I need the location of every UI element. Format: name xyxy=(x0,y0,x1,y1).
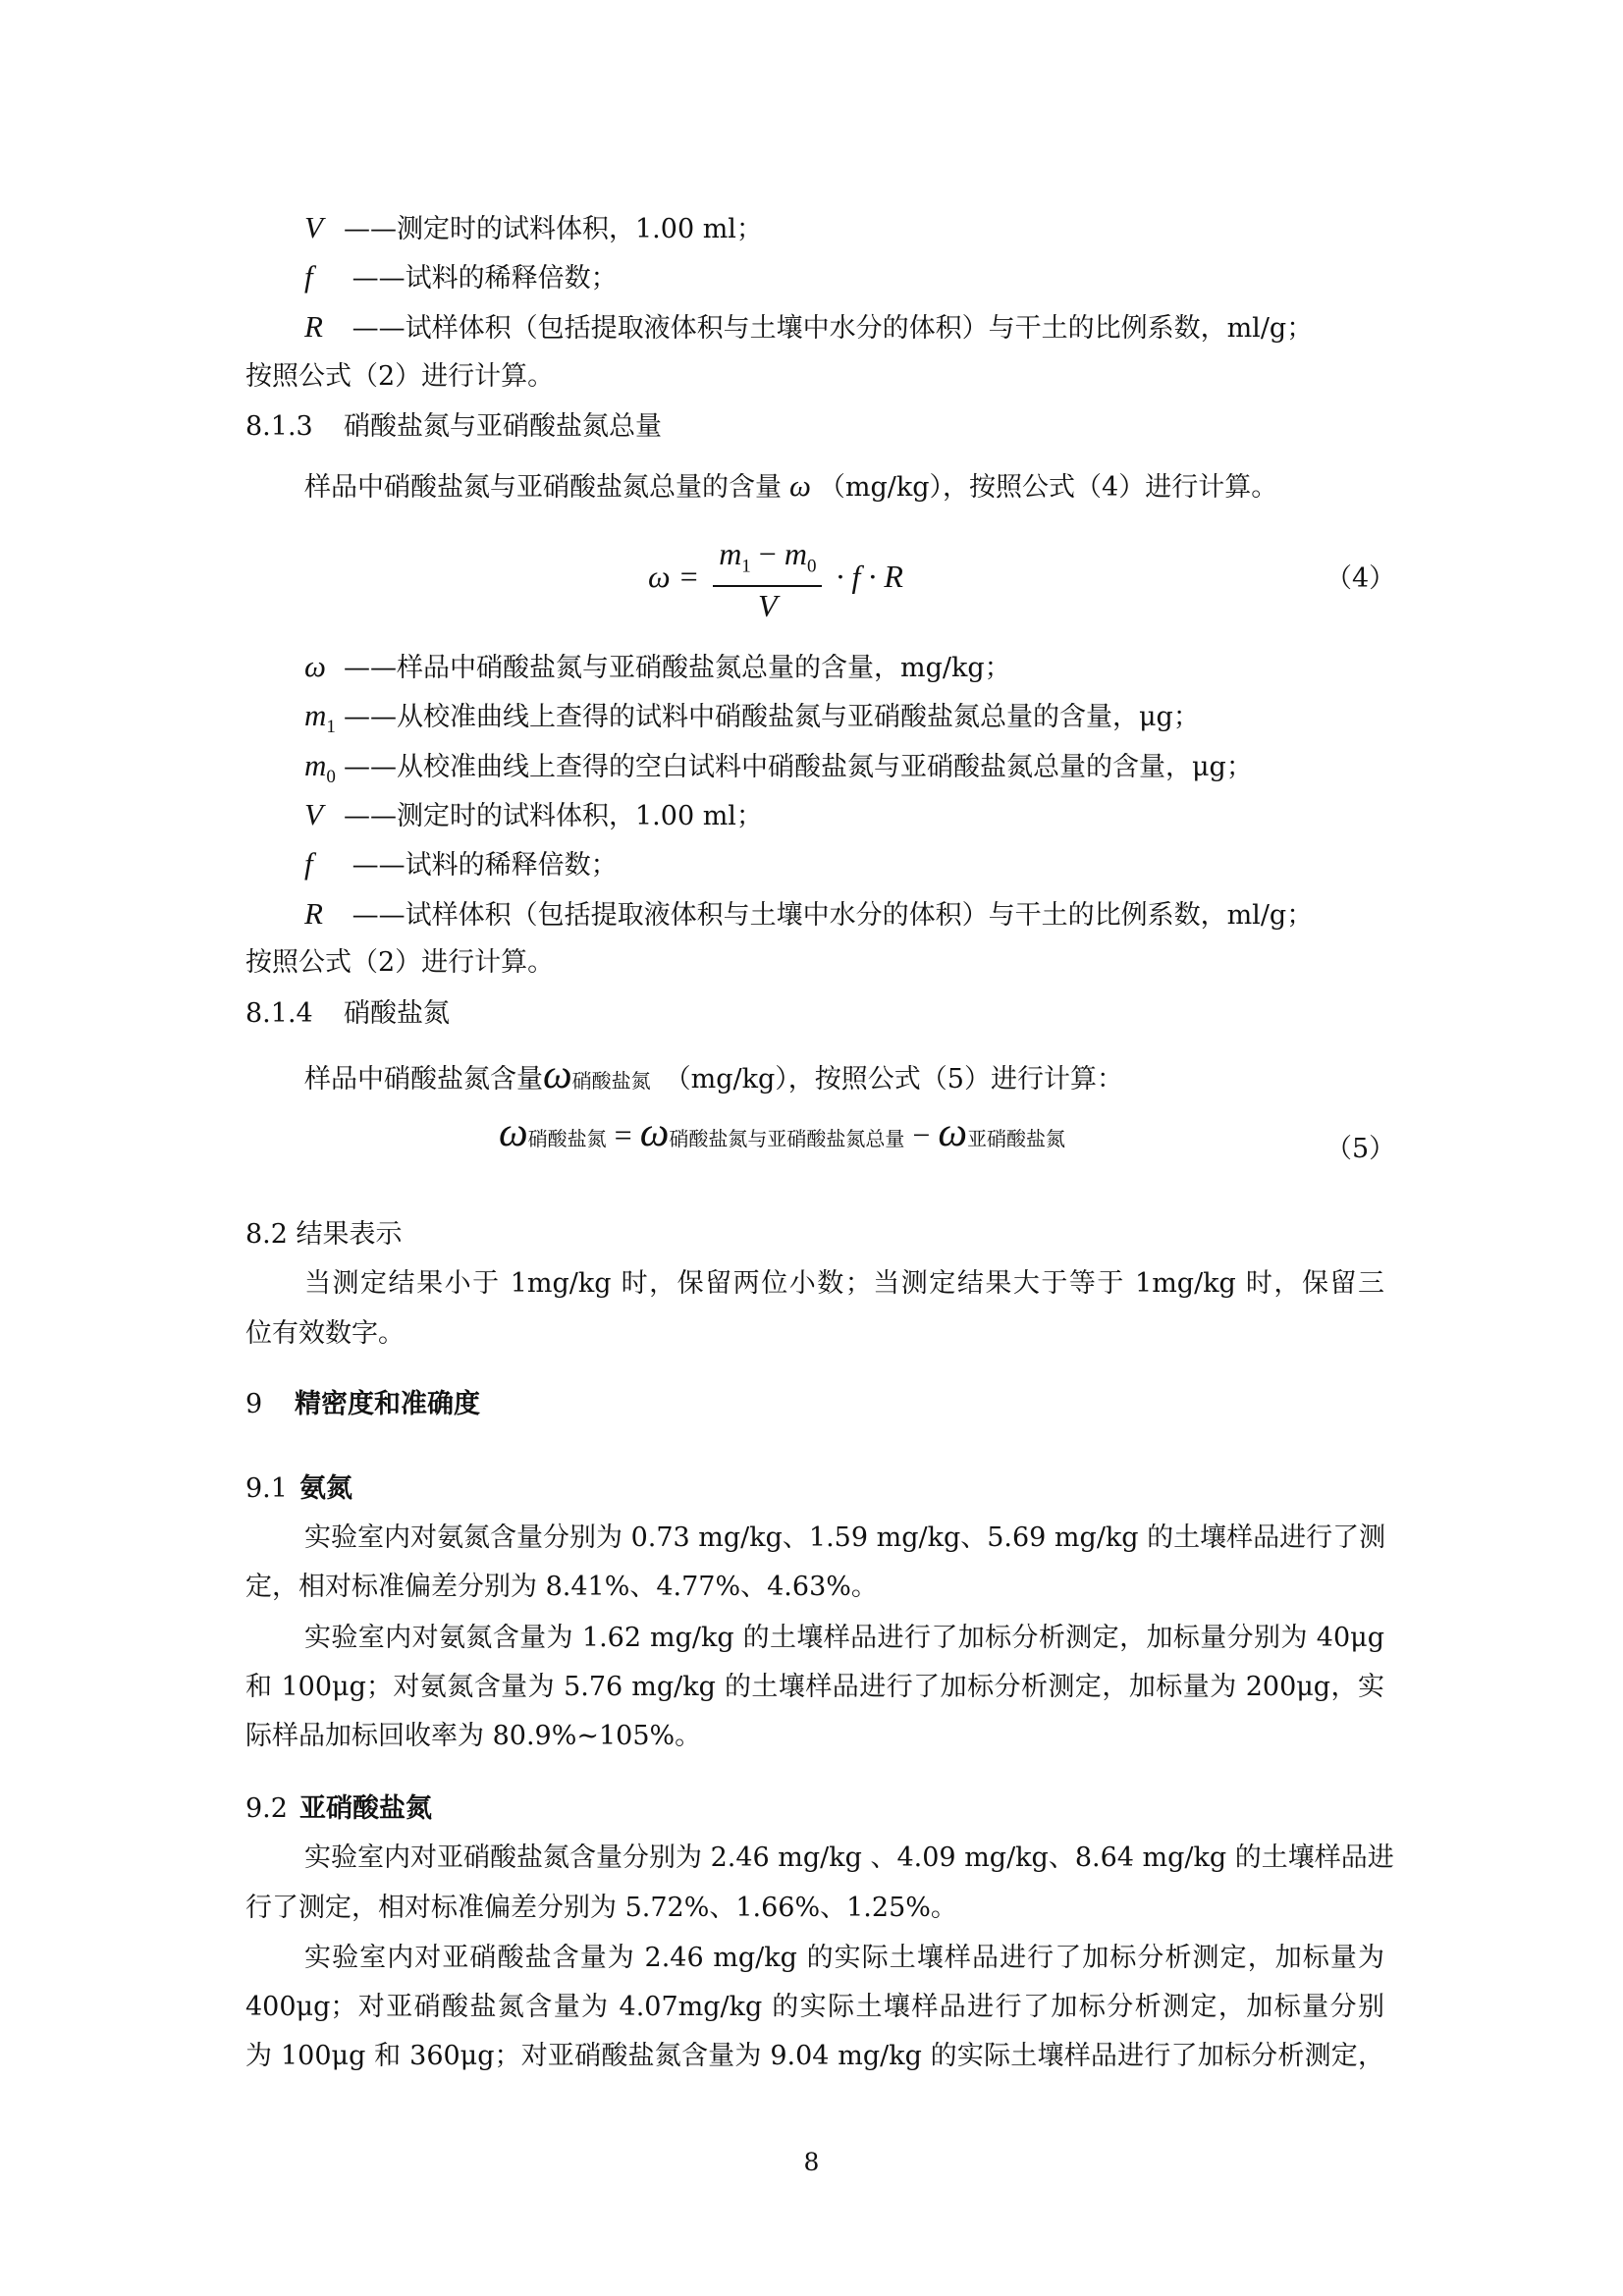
eq-numerator xyxy=(713,535,822,587)
eq-equals: = xyxy=(606,1117,640,1152)
eq-minus: − xyxy=(904,1117,939,1152)
eq-omega: ω xyxy=(499,1110,528,1155)
var-symbol: f xyxy=(304,846,313,881)
eq-sub: 1 xyxy=(741,556,751,577)
eq-subscript: 亚硝酸盐氮 xyxy=(967,1127,1066,1150)
paragraph-text: 样品中硝酸盐氮含量 xyxy=(304,1064,543,1095)
paragraph-line: 400μg；对亚硝酸盐氮含量为 4.07mg/kg 的实际土壤样品进行了加标分析测定，加标量分别 xyxy=(245,1992,1384,2022)
page-number: 8 xyxy=(803,2148,820,2176)
eq-minus: − xyxy=(750,536,784,571)
equation-4 xyxy=(648,535,903,624)
def-text: ——从校准曲线上查得的试料中硝酸盐氮与亚硝酸盐氮总量的含量，μg； xyxy=(344,702,1200,732)
section-title: 硝酸盐氮与亚硝酸盐氮总量 xyxy=(344,411,662,442)
var-symbol: R xyxy=(304,896,323,931)
equation-number-5: （5） xyxy=(1325,1134,1396,1164)
eq-omega: ω xyxy=(639,1110,670,1155)
eq-tail: · f · R xyxy=(836,559,903,595)
calc-note: 按照公式（2）进行计算。 xyxy=(245,361,555,392)
equation-5 xyxy=(499,1109,1065,1156)
eq-denominator: V xyxy=(758,588,778,624)
var-letter: m xyxy=(304,748,327,782)
paragraph-line: 际样品加标回收率为 80.9%~105%。 xyxy=(245,1721,702,1751)
paragraph-text: （mg/kg），按照公式（4）进行计算。 xyxy=(818,472,1278,503)
var-symbol: f xyxy=(304,259,313,294)
paragraph-line: 实验室内对氨氮含量分别为 0.73 mg/kg、1.59 mg/kg、5.69 mg/kg 的土壤样品进行了测 xyxy=(304,1522,1386,1553)
var-symbol: V xyxy=(304,797,323,831)
def-text: ——试料的稀释倍数； xyxy=(344,263,618,294)
def-m0 xyxy=(304,746,1253,797)
omega-symbol: ω xyxy=(543,1052,572,1097)
paragraph-line: 当测定结果小于 1mg/kg 时，保留两位小数；当测定结果大于等于 1mg/kg 时，保留三 xyxy=(304,1268,1384,1299)
def-m1 xyxy=(304,696,1200,747)
section-number: 9.1 xyxy=(245,1473,288,1504)
def-r xyxy=(304,894,1313,935)
def-text: ——样品中硝酸盐氮与亚硝酸盐氮总量的含量，mg/kg； xyxy=(344,653,1011,683)
section-heading-9-2 xyxy=(245,1789,432,1829)
section-number: 8.1.4 xyxy=(245,998,313,1029)
section-title: 硝酸盐氮 xyxy=(344,998,450,1029)
eq-lhs: ω = xyxy=(648,559,700,595)
section-number: 9 xyxy=(245,1389,263,1419)
eq-subscript: 硝酸盐氮与亚硝酸盐氮总量 xyxy=(669,1127,905,1150)
var-sub: 0 xyxy=(326,767,336,788)
def-omega xyxy=(304,647,1011,688)
section-heading-8-1-3 xyxy=(245,407,662,447)
def-r xyxy=(304,307,1313,348)
var-symbol: R xyxy=(304,309,323,344)
section-heading-9 xyxy=(245,1385,480,1424)
paragraph-line: 为 100μg 和 360μg；对亚硝酸盐氮含量为 9.04 mg/kg 的实际土壤样品进行了加标分析测定， xyxy=(245,2041,1384,2071)
paragraph-text: 样品中硝酸盐氮与亚硝酸盐氮总量的含量 xyxy=(304,472,782,503)
paragraph-line: 实验室内对氨氮含量为 1.62 mg/kg 的土壤样品进行了加标分析测定，加标量分别为 40μg xyxy=(304,1623,1384,1653)
section-title: 氨氮 xyxy=(299,1473,352,1504)
paragraph-line: 实验室内对亚硝酸盐含量为 2.46 mg/kg 的实际土壤样品进行了加标分析测定，加标量为 xyxy=(304,1943,1384,1973)
eq-m0: m xyxy=(784,536,807,571)
var-symbol xyxy=(304,696,344,747)
paragraph-line: 实验室内对亚硝酸盐氮含量分别为 2.46 mg/kg 、4.09 mg/kg、8.64 mg/kg 的土壤样品进 xyxy=(304,1842,1394,1873)
def-text: ——试样体积（包括提取液体积与土壤中水分的体积）与干土的比例系数，ml/g； xyxy=(344,313,1314,344)
var-symbol: V xyxy=(304,210,323,244)
omega-symbol: ω xyxy=(789,468,811,503)
paragraph-8-1-3 xyxy=(304,466,1277,507)
omega-subscript: 硝酸盐氮 xyxy=(571,1069,651,1093)
section-number: 8.1.3 xyxy=(245,411,313,442)
def-v xyxy=(304,208,763,249)
calc-note: 按照公式（2）进行计算。 xyxy=(245,947,555,978)
eq-fraction xyxy=(713,535,822,624)
paragraph-text: （mg/kg），按照公式（5）进行计算： xyxy=(664,1064,1123,1095)
def-text: ——试样体积（包括提取液体积与土壤中水分的体积）与干土的比例系数，ml/g； xyxy=(344,900,1314,931)
var-letter: m xyxy=(304,698,327,732)
def-text: ——试料的稀释倍数； xyxy=(344,850,618,881)
section-title: 亚硝酸盐氮 xyxy=(299,1793,432,1824)
var-symbol xyxy=(304,746,344,797)
def-f xyxy=(304,844,618,885)
eq-omega: ω xyxy=(938,1110,968,1155)
section-heading-8-2: 8.2 结果表示 xyxy=(245,1219,403,1250)
paragraph-line: 行了测定，相对标准偏差分别为 5.72%、1.66%、1.25%。 xyxy=(245,1893,957,1923)
equation-number-4: （4） xyxy=(1325,563,1396,594)
eq-sub: 0 xyxy=(806,556,817,577)
def-v xyxy=(304,795,763,836)
paragraph-line: 和 100μg；对氨氮含量为 5.76 mg/kg 的土壤样品进行了加标分析测定，加标量为 200μg，实 xyxy=(245,1672,1384,1702)
def-f xyxy=(304,257,618,298)
def-text: ——测定时的试料体积，1.00 ml； xyxy=(344,801,763,831)
var-symbol: ω xyxy=(304,649,326,683)
def-text: ——从校准曲线上查得的空白试料中硝酸盐氮与亚硝酸盐氮总量的含量，μg； xyxy=(344,752,1253,782)
paragraph-8-1-4 xyxy=(304,1052,1123,1100)
eq-m1: m xyxy=(719,536,742,571)
section-number: 9.2 xyxy=(245,1793,288,1824)
section-heading-8-1-4 xyxy=(245,994,450,1034)
paragraph-line: 位有效数字。 xyxy=(245,1318,405,1349)
section-title: 精密度和准确度 xyxy=(295,1389,480,1419)
def-text: ——测定时的试料体积，1.00 ml； xyxy=(344,214,763,244)
paragraph-line: 定，相对标准偏差分别为 8.41%、4.77%、4.63%。 xyxy=(245,1572,878,1602)
var-sub: 1 xyxy=(326,717,336,738)
section-heading-9-1 xyxy=(245,1469,352,1509)
eq-subscript: 硝酸盐氮 xyxy=(527,1127,607,1150)
